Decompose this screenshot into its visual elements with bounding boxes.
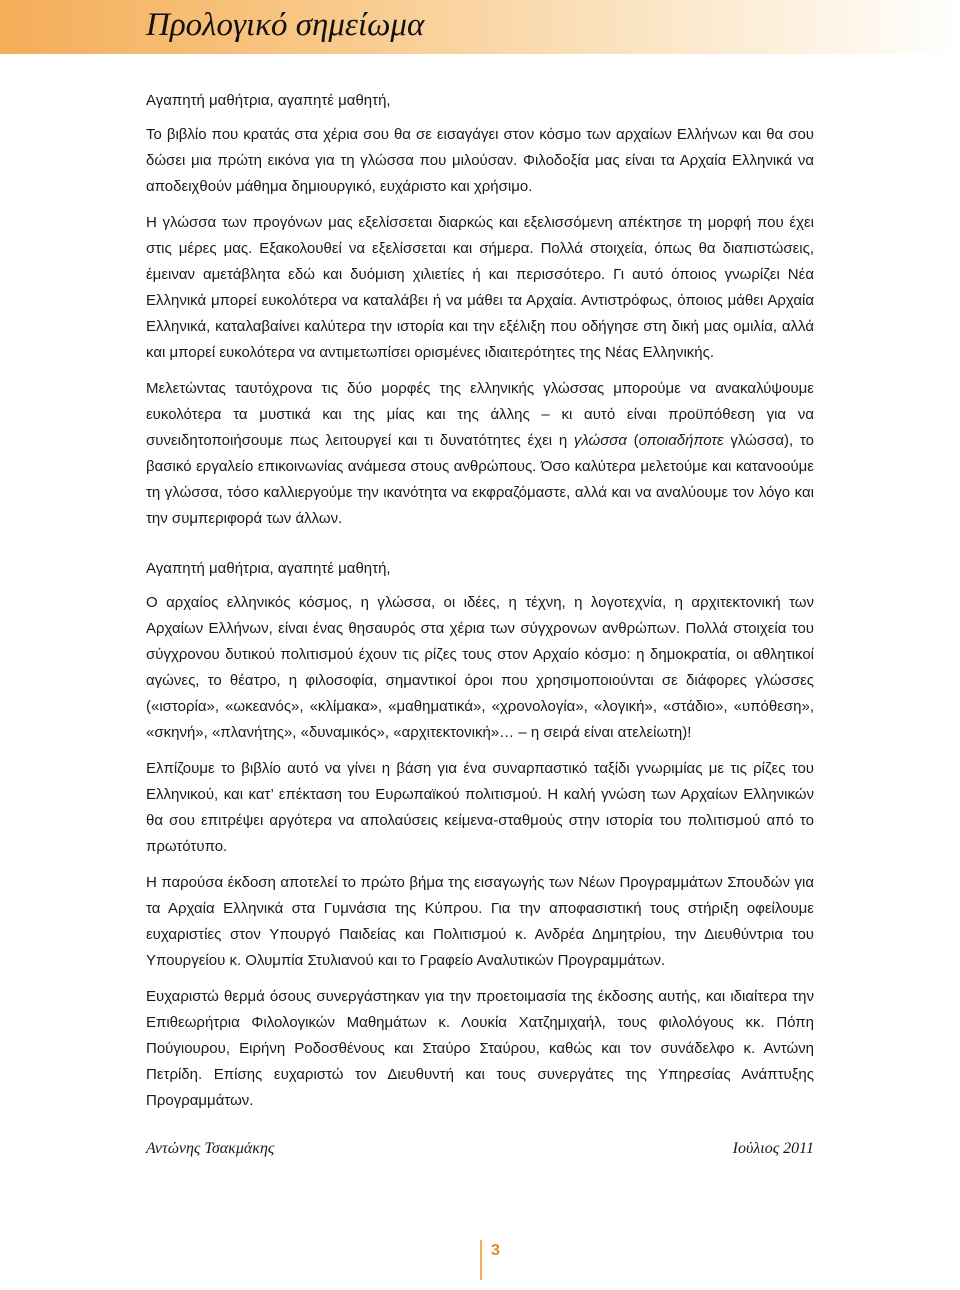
paragraph-ancient-world: Ο αρχαίος ελληνικός κόσμος, η γλώσσα, οι ιδέες, η τέχνη, η λογοτεχνία, η αρχιτεκτονική των Αρχαίων Ελλήνων, είναι ένας θησαυρός στα χέρια των σύγχρονων ανθρώπων. Πολλά στοιχεία του σύγχρονου δυτικού πολιτισμού έχουν τις ρίζες τους στον Αρχαίο κόσμο: η δημοκρατία, οι αθλητικοί αγώνες, το θέατρο, η φιλοσοφία, σημαντικοί όροι που χρησιμοποιούνται σε διάφορες γλώσσες («ιστορία», «ωκεανός», «κλίμακα», «μαθηματικά», «χρονολογία», «λογική», «στάδιο», «υπόθεση», «σκηνή», «πλανήτης», «δυναμικός», «αρχιτεκτονική»… – η σειρά είναι ατελείωτη)! (146, 594, 814, 741)
paragraph-edition: Η παρούσα έκδοση αποτελεί το πρώτο βήμα της εισαγωγής των Νέων Προγραμμάτων Σπουδών για τα Αρχαία Ελληνικά στα Γυμνάσια της Κύπρου. Για την αποφασιστική τους στήριξη οφείλουμε ευχαριστίες στον Υπουργό Παιδείας και Πολιτισμού κ. Ανδρέα Δημητρίου, την Διευθύντρια του Υπουργείου κ. Ολυμπία Στυλιανού και το Γραφείο Αναλυτικών Προγραμμάτων. (146, 874, 814, 969)
header-band (0, 0, 960, 54)
page-title: Προλογικό σημείωμα (146, 7, 425, 43)
page-footer (458, 1240, 518, 1280)
footer-divider (480, 1240, 482, 1280)
paragraph-two-forms-part-c: γλώσσα), το βασικό εργαλείο επικοινωνίας ανάμεσα στους ανθρώπους. Όσο καλύτερα μελετούμε και κατανοούμε τη γλώσσα, τόσο καλλιεργούμε την ικανότητα να εκφραζόμαστε, αλλά και να αναλύουμε τον λόγο και την συμπεριφορά των άλλων. (146, 432, 814, 527)
signature-name: Αντώνης Τσακμάκης (146, 1140, 275, 1157)
document-body (146, 88, 814, 1114)
paragraph-two-forms (146, 376, 814, 532)
paragraph-intro: Το βιβλίο που κρατάς στα χέρια σου θα σε εισαγάγει στον κόσμο των αρχαίων Ελλήνων και θα σου δώσει μια πρώτη εικόνα για τη γλώσσα που μιλούσαν. Φιλοδοξία μας είναι τα Αρχαία Ελληνικά να αποδειχθούν μάθημα δημιουργικό, ευχάριστο και χρήσιμο. (146, 126, 814, 195)
page-number: 3 (491, 1242, 500, 1259)
paragraph-two-forms-emphasis-language: γλώσσα (573, 432, 627, 449)
paragraph-language-evolution: Η γλώσσα των προγόνων μας εξελίσσεται διαρκώς και εξελισσόμενη απέκτησε τη μορφή που έχει στις μέρες μας. Εξακολουθεί να εξελίσσεται και σήμερα. Πολλά στοιχεία, όπως θα διαπιστώσεις, έμειναν αμετάβλητα εδώ και δυόμιση χιλιετίες ή και περισσότερο. Γι αυτό όποιος γνωρίζει Νέα Ελληνικά μπορεί ευκολότερα να καταλάβει ή να μάθει τα Αρχαία. Αντιστρόφως, όποιος μάθει Αρχαία Ελληνικά, καταλαβαίνει καλύτερα την ιστορία και την εξέλιξη που οδήγησε στη δική μας ομιλία, αλλά και μπορεί ευκολότερα να αντιμετωπίσει ορισμένες ιδιαιτερότητες της Νέας Ελληνικής. (146, 214, 814, 361)
greeting-first: Αγαπητή μαθήτρια, αγαπητέ μαθητή, (146, 92, 391, 109)
paragraph-thanks: Ευχαριστώ θερμά όσους συνεργάστηκαν για την προετοιμασία της έκδοσης αυτής, και ιδιαίτερα την Επιθεωρήτρια Φιλολογικών Μαθημάτων κ. Λουκία Χατζημιχαήλ, τους φιλολόγους κκ. Πόπη Πούγιουρου, Ειρήνη Ροδοσθένους και Σταύρο Σταύρου, καθώς και τον συνάδελφο κ. Αντώνη Πετρίδη. Επίσης ευχαριστώ τον Διευθυντή και τους συνεργάτες της Υπηρεσίας Ανάπτυξης Προγραμμάτων. (146, 988, 814, 1109)
paragraph-two-forms-part-b: ( (626, 432, 639, 449)
signature-date: Ιούλιος 2011 (732, 1140, 814, 1157)
paragraph-two-forms-part-a: Μελετώντας ταυτόχρονα τις δύο μορφές της ελληνικής γλώσσας μπορούμε να ανακαλύψουμε ευκολότερα τα μυστικά και της μίας και της άλλης – κι αυτό είναι προϋπόθεση για να συνειδητοποιήσουμε πως λειτουργεί και τι δυνατότητες έχει η (146, 380, 814, 449)
greeting-second: Αγαπητή μαθήτρια, αγαπητέ μαθητή, (146, 560, 391, 577)
paragraph-hope: Ελπίζουμε το βιβλίο αυτό να γίνει η βάση για ένα συναρπαστικό ταξίδι γνωριμίας με τις ρίζες του Ελληνικού, και κατ’ επέκταση του Ευρωπαϊκού πολιτισμού. Η καλή γνώση των Αρχαίων Ελληνικών θα σου επιτρέψει αργότερα να απολαύσεις κείμενα-σταθμούς στην ιστορία του πολιτισμού από το πρωτότυπο. (146, 760, 814, 855)
paragraph-two-forms-emphasis-any: οποιαδήποτε (638, 432, 724, 449)
